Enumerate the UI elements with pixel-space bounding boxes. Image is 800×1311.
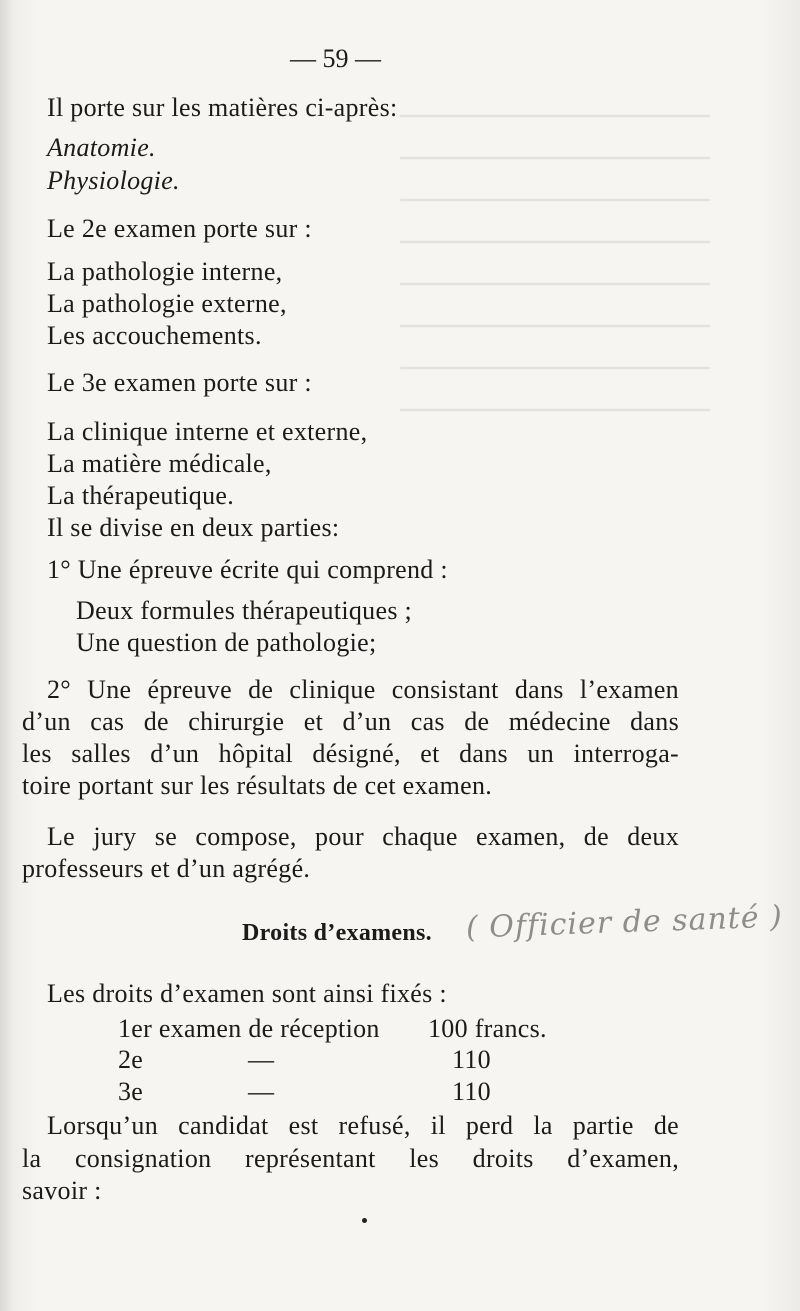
- text-line: Les droits d’examen sont ainsi fixés :: [47, 979, 447, 1008]
- text-line: La clinique interne et externe,: [47, 417, 368, 446]
- text-line: Deux formules thérapeutiques ;: [76, 596, 413, 625]
- text-line: Il porte sur les matières ci-après:: [47, 93, 398, 122]
- text-line: toire portant sur les résultats de cet examen.: [22, 771, 493, 800]
- text-line: La pathologie interne,: [47, 257, 283, 286]
- text-line: la consignation représentant les droits d’examen,: [22, 1144, 679, 1173]
- text-line: Les accouchements.: [47, 321, 262, 350]
- text-line: savoir :: [22, 1176, 102, 1205]
- fee-label: 3e —: [118, 1077, 275, 1106]
- page-number: — 59 —: [290, 44, 381, 73]
- fee-amount: 100 francs.: [428, 1014, 547, 1043]
- section-heading: Droits d’examens.: [242, 920, 432, 946]
- text-line: Physiologie.: [47, 166, 180, 195]
- text-line: Le 3e examen porte sur :: [47, 368, 312, 397]
- text-line: La pathologie externe,: [47, 289, 287, 318]
- text-line: Le 2e examen porte sur :: [47, 214, 312, 243]
- text-line: professeurs et d’un agrégé.: [22, 854, 311, 883]
- text-line: La matière médicale,: [47, 449, 272, 478]
- ink-speck: [362, 1218, 367, 1223]
- text-line: d’un cas de chirurgie et d’un cas de médecine dans: [22, 707, 679, 736]
- fee-amount: 110: [452, 1045, 491, 1074]
- fee-label: 1er examen de réception: [118, 1014, 380, 1043]
- fee-amount: 110: [452, 1077, 491, 1106]
- handwritten-annotation: ( Officier de santé ): [465, 899, 784, 946]
- text-line: La thérapeutique.: [47, 481, 235, 510]
- text-line: Une question de pathologie;: [76, 628, 377, 657]
- bleed-through: [400, 85, 710, 445]
- fee-label: 2e —: [118, 1045, 275, 1074]
- text-line: Il se divise en deux parties:: [47, 513, 340, 542]
- text-line: 1° Une épreuve écrite qui comprend :: [47, 555, 448, 584]
- text-line: les salles d’un hôpital désigné, et dans un interroga-: [22, 739, 679, 768]
- text-line: Anatomie.: [47, 133, 156, 162]
- text-line: Lorsqu’un candidat est refusé, il perd la partie de: [47, 1111, 679, 1140]
- text-line: 2° Une épreuve de clinique consistant dans l’examen: [47, 675, 679, 704]
- text-line: Le jury se compose, pour chaque examen, de deux: [47, 822, 679, 851]
